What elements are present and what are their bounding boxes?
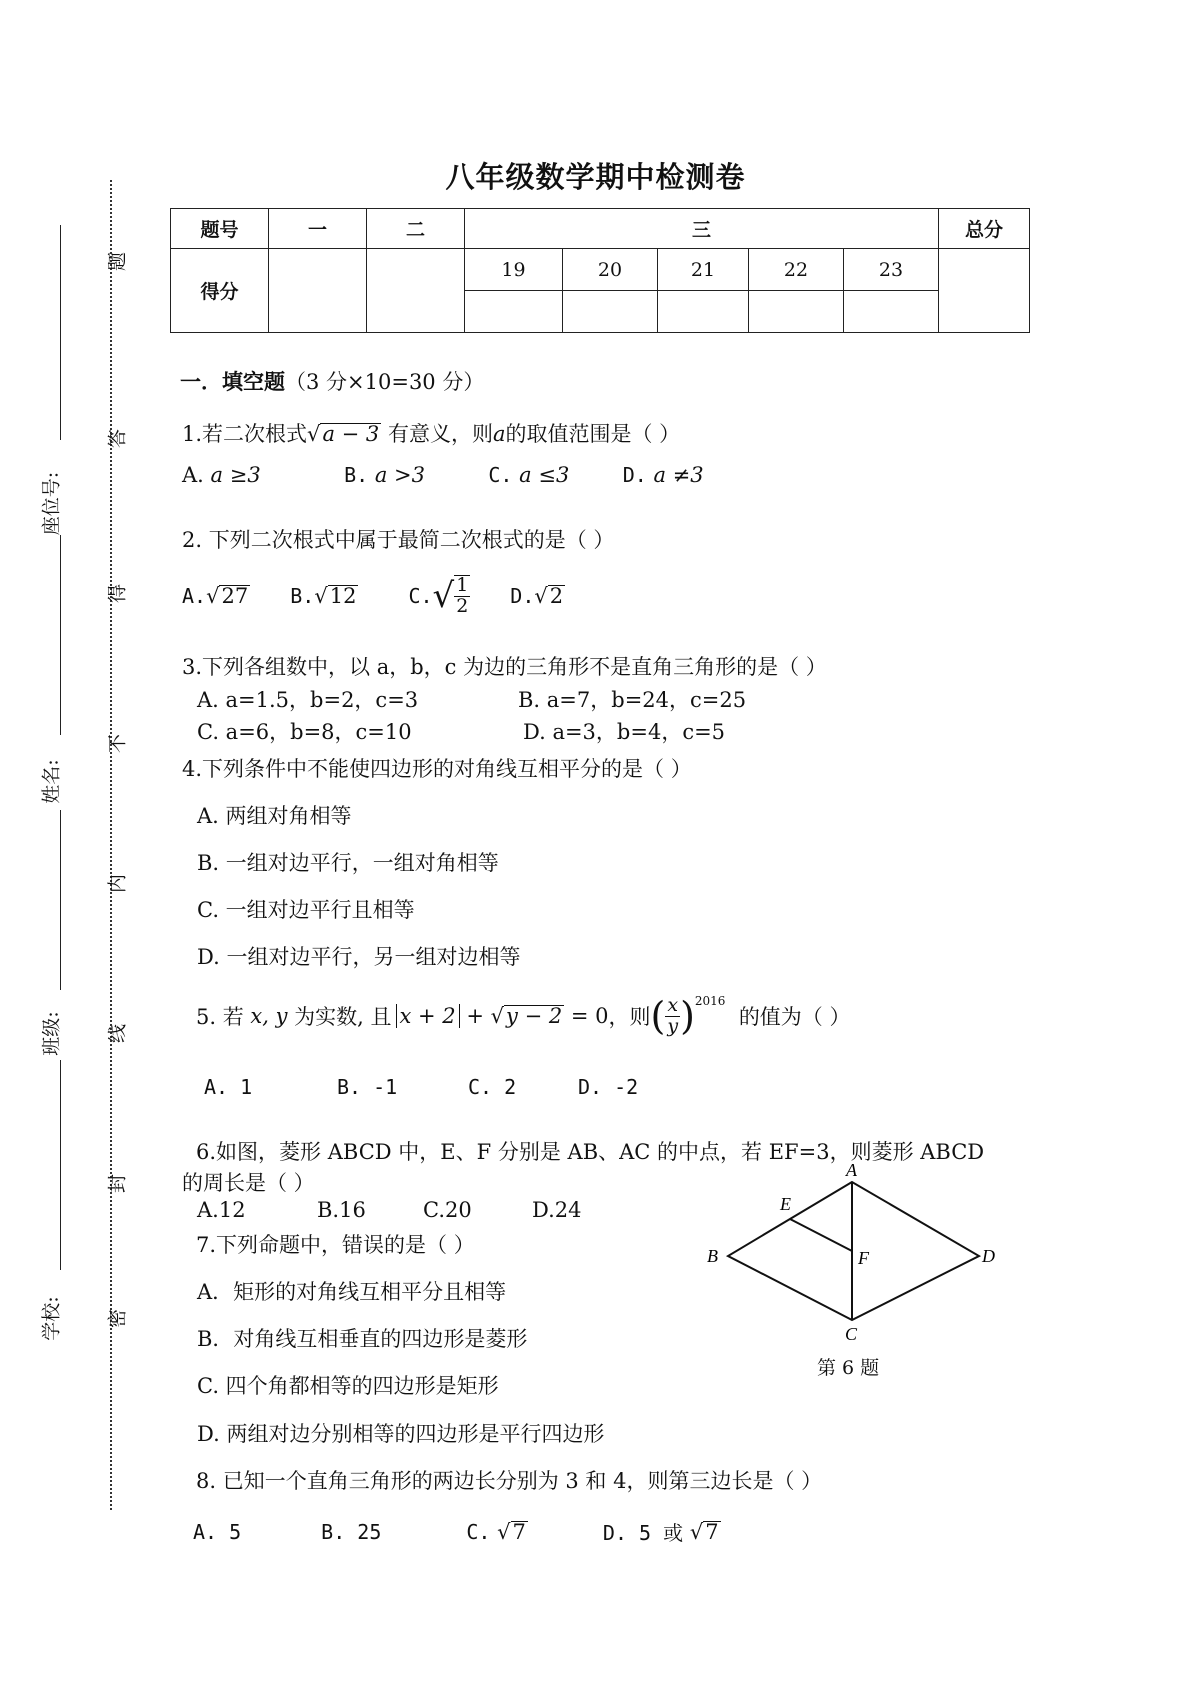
seal-char: 题 (106, 252, 129, 272)
sub-header-cell: 19 (465, 249, 563, 291)
option[interactable]: B. a=7，b=24，c=25 (518, 688, 747, 712)
option-label[interactable]: D. (622, 463, 647, 487)
header-cell: 题号 (171, 209, 269, 249)
score-cell[interactable] (749, 291, 844, 333)
option[interactable]: A. 5 (193, 1519, 242, 1544)
option[interactable]: D. a=3，b=4，c=5 (523, 720, 726, 744)
school-label: 学校: (40, 1296, 63, 1341)
option[interactable]: C. 一组对边平行且相等 (197, 898, 415, 922)
sub-header-cell: 20 (563, 249, 658, 291)
question-1-options: A. a ≥3 B. a >3 C. a ≤3 D. a ≠3 (182, 463, 704, 487)
option[interactable]: B. -1 (337, 1075, 398, 1099)
option-label[interactable]: D. (510, 583, 535, 608)
option[interactable]: D. 一组对边平行，另一组对边相等 (197, 945, 521, 969)
score-label-cell: 得分 (171, 249, 269, 333)
option[interactable]: A. 两组对角相等 (197, 804, 352, 828)
header-cell: 三 (465, 209, 939, 249)
figure-label-f: F (858, 1248, 869, 1268)
option[interactable]: D. 5 或 (602, 1521, 684, 1545)
section-heading: 一．填空题（3 分×10=30 分） (180, 369, 485, 394)
option-label[interactable]: C. (488, 463, 513, 487)
question-8-options: A. 5 B. 25 C. √ 7 D. 5 或 √ 7 (193, 1517, 721, 1546)
option-label[interactable]: C. (408, 583, 433, 608)
question-4-stem: 4.下列条件中不能使四边形的对角线互相平分的是（ ） (182, 757, 692, 781)
name-label: 姓名: (40, 759, 63, 804)
option[interactable]: B．对角线互相垂直的四边形是菱形 (197, 1327, 528, 1351)
option[interactable]: B. 25 (321, 1519, 382, 1544)
option[interactable]: D.24 (532, 1198, 582, 1222)
seat-number-label: 座位号: (40, 471, 63, 536)
option-label[interactable]: A. (182, 583, 207, 608)
header-cell: 总分 (939, 209, 1030, 249)
seal-char: 内 (106, 874, 129, 894)
rhombus-shape (728, 1182, 979, 1320)
header-cell: 二 (367, 209, 465, 249)
option[interactable]: C.20 (423, 1198, 472, 1222)
option[interactable]: C. (466, 1519, 491, 1544)
school-line[interactable] (60, 1060, 61, 1270)
name-line[interactable] (60, 535, 61, 735)
segment-ef (790, 1219, 852, 1251)
option[interactable]: A.12 (197, 1198, 246, 1222)
option[interactable]: D. 两组对边分别相等的四边形是平行四边形 (197, 1422, 605, 1446)
question-5-stem: 5. 若 x, y 为实数, 且 x + 2 + √ y − 2 = 0 ，则 ( $\frac{x}{y}$ ) $^{2016}$ 的值为（ ） (196, 993, 851, 1038)
sub-header-cell: 22 (749, 249, 844, 291)
question-8-stem: 8. 已知一个直角三角形的两边长分别为 3 和 4，则第三边长是（ ） (196, 1469, 823, 1493)
rhombus-figure (700, 1160, 1000, 1380)
seat-number-line[interactable] (60, 225, 61, 440)
total-score-cell[interactable] (939, 249, 1030, 333)
figure-caption: 第 6 题 (817, 1357, 880, 1379)
score-cell[interactable] (367, 249, 465, 333)
header-cell: 一 (269, 209, 367, 249)
option-label[interactable]: A. (182, 463, 204, 487)
option[interactable]: D. -2 (578, 1075, 639, 1099)
seal-char: 封 (106, 1174, 129, 1194)
figure-label-e: E (780, 1194, 791, 1214)
figure-label-b: B (707, 1246, 718, 1266)
option-label[interactable]: B. (290, 583, 315, 608)
option[interactable]: A．矩形的对角线互相平分且相等 (197, 1280, 507, 1304)
option[interactable]: A. 1 (204, 1075, 253, 1099)
score-cell[interactable] (844, 291, 939, 333)
figure-label-d: D (982, 1246, 995, 1266)
question-7-stem: 7.下列命题中，错误的是（ ） (196, 1233, 475, 1257)
option[interactable]: C. 2 (468, 1075, 517, 1099)
question-3-stem: 3.下列各组数中，以 a，b，c 为边的三角形不是直角三角形的是（ ） (182, 655, 827, 679)
seal-char: 得 (106, 584, 129, 604)
score-table (170, 208, 1030, 333)
sub-header-cell: 21 (658, 249, 749, 291)
class-line[interactable] (60, 810, 61, 990)
figure-label-c: C (845, 1324, 858, 1344)
question-2-stem: 2. 下列二次根式中属于最简二次根式的是（ ） (182, 528, 615, 552)
question-1-stem: 1.若二次根式√a − 3 有意义，则a的取值范围是（ ） (182, 422, 681, 446)
score-cell[interactable] (563, 291, 658, 333)
option[interactable]: A. a=1.5，b=2，c=3 (197, 688, 419, 712)
score-cell[interactable] (658, 291, 749, 333)
page-title: 八年级数学期中检测卷 (445, 160, 746, 194)
question-6-stem-line1: 6.如图，菱形 ABCD 中，E、F 分别是 AB、AC 的中点，若 EF=3，则菱形 ABCD (196, 1140, 985, 1164)
score-cell[interactable] (269, 249, 367, 333)
seal-char: 线 (106, 1024, 129, 1044)
seal-char: 密 (106, 1309, 129, 1329)
option[interactable]: C. 四个角都相等的四边形是矩形 (197, 1374, 499, 1398)
question-6-stem-line2: 的周长是（ ） (182, 1171, 315, 1195)
option-label[interactable]: B. (344, 463, 369, 487)
option[interactable]: B. 一组对边平行，一组对角相等 (197, 851, 499, 875)
seal-char: 答 (106, 429, 129, 449)
score-cell[interactable] (465, 291, 563, 333)
option[interactable]: B.16 (317, 1198, 366, 1222)
seal-char: 不 (106, 734, 129, 754)
figure-label-a: A (846, 1160, 857, 1180)
option[interactable]: C. a=6，b=8，c=10 (197, 720, 412, 744)
question-2-options: A. √ 27 B. √ 12 C. √ $\frac{1}{2}$ D. √ 2 (182, 574, 564, 617)
sub-header-cell: 23 (844, 249, 939, 291)
class-label: 班级: (40, 1011, 63, 1056)
